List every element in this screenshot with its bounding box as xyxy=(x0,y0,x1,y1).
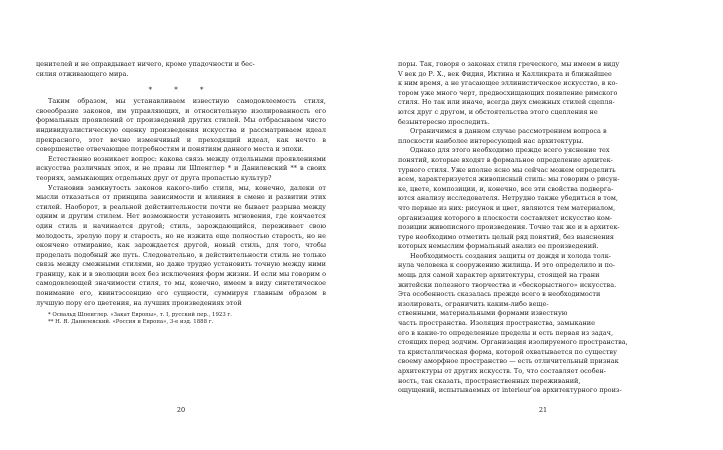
text-line: ценителей и не оправдывает ничего, кроме упадочности и бес- xyxy=(36,60,255,68)
text-line: V век до Р. Х., век Фидия, Иктина и Калликрата и ближайшее xyxy=(398,69,612,78)
right-page-body xyxy=(398,60,688,396)
text-line: архитектуры от других искусств. То, что составляет особен- xyxy=(398,367,606,375)
text-line: часть пространства. Изоляция пространства, замыкание xyxy=(398,319,595,328)
text-line: понятий, которые входят в формальное определение архитек- xyxy=(398,155,613,164)
page-number: 21 xyxy=(538,406,548,414)
text-line: ются анализу исследователя. Нетрудно также убедиться в том, xyxy=(398,194,618,203)
text-line: ке, цвете, композиции, и, конечно, все эти свойства подверга- xyxy=(398,184,614,193)
text-line: изолировать, ограничить каким-либо веще- xyxy=(398,299,549,308)
text-line: нула человека к сооружению жилища. И это определило и по- xyxy=(398,261,616,270)
text-line: житейски полезного творчества и «бескорыстного» искусства. xyxy=(398,280,617,289)
text-line: безынтересно проследить. xyxy=(398,117,490,126)
paragraph xyxy=(36,97,326,155)
text-line: Ограничимся в данном случае рассмотрением вопроса в xyxy=(410,127,607,136)
text-line: всем, характеризуется живописный стиль: мы говорим о рисун- xyxy=(398,175,620,184)
text-line: Однако для этого необходимо прежде всего уяснение тех xyxy=(410,146,610,155)
text-line: своему аморфное пространство — есть отличительный признак xyxy=(398,357,619,366)
text-line: стоящих перед зодчим. Организация изолируемого пространства, xyxy=(398,338,628,347)
footnote: ** Н. Я. Данилевский. «Россия и Европа», 3-е изд. 1888 г. xyxy=(48,319,214,326)
text-line: которых немыслим формальный анализ ее произведений. xyxy=(398,242,599,251)
text-line: плоскости наиболее интересующей нас архитектуры. xyxy=(398,136,584,145)
left-page-body xyxy=(36,60,326,327)
text-line: стиля. Но так или иначе, всегда двух смежных стилей сцепля- xyxy=(398,98,615,107)
text-line: ность, так сказать, пространственных переживаний, xyxy=(398,376,581,385)
left-page xyxy=(36,0,326,450)
text-line: что первые из них: рисунок и цвет, являются тем материалом, xyxy=(398,203,616,212)
text-line: организация которого в плоскости составляет искусство ком- xyxy=(398,213,613,222)
text-line: турного стиля. Уже вполне ясно мы сейчас можем определить xyxy=(398,165,616,174)
text-line: Необходимость создания защиты от дождя и холода толк- xyxy=(410,251,612,260)
paragraph-text: Установив замкнутость законов какого-либо стиля, мы, конечно, далеки от мысли отказаться от принципа зависимости и влияния в смене и развитии этих стилей. Наоборот, в реальной действительности почти не бывает разрыва между одним и другим стилем. Нет возможности установить мгновения, где кончается один стиль и начинается другой; стиль, зарождающийся, переживает свою молодость, зрелую пору и старость, но не изжита еще полностью старость, но не окончено отмирание, как зарождается другой, новый стиль, для того, чтобы проделать подобный же путь. Следовательно, в действительности стиль не только связь между смежными стилями, но даже трудно установить точную между ними границу, как и в эволюции всех без исключения форм жизни. И если мы говорим о самодовлеющей значимости стиля, то мы, конечно, имеем в виду синтетическое понимание его, квинтэссенцию его сущности, суммируя главным образом в лучшую пору его цветения, на лучших произведениях этой xyxy=(36,183,326,307)
page-number: 20 xyxy=(176,406,186,414)
text-line: его в какие-то определенные пределы и есть первая из задач, xyxy=(398,328,614,337)
text-line: Эта особенность сказалась прежде всего в необходимости xyxy=(398,290,601,299)
paragraph-text: Естественно возникает вопрос: какова связь между отдельными проявлениями искусства различных эпох, и не правы ли Шпенглер * и Данилевский ** в своих теориях, замыкающих отдельных друг от друга пропастью культур? xyxy=(36,154,326,182)
text-line: к ним время, а не угасающее эллинистическое искусство, в ко- xyxy=(398,79,618,88)
paragraph xyxy=(36,184,326,309)
text-line: силия отживающего мира. xyxy=(36,69,129,78)
text-line: ощущений, испытываемых от interieur'ов архитектурного произ- xyxy=(398,386,622,395)
text-line: ются друг с другом, и обстоятельства этого сцепления не xyxy=(398,107,598,116)
text-line: ственными, материальными формами известную xyxy=(398,309,568,318)
section-separator: * * * xyxy=(148,86,214,95)
text-line: мощь для самой характер архитектуры, стоящей на грани xyxy=(398,271,600,280)
paragraph xyxy=(36,155,326,184)
right-page xyxy=(398,0,688,450)
paragraph-text: Таким образом, мы устанавливаем известную самодовлеемость стиля, своеобразие законов, им управляющих, и относительную изолированность его формальных проявлений от произведений других стилей. Мы отбрасываем чисто индивидуалистическую оценку произведения искусства и рассматриваем идеал прекрасного, этот вечно изменчивый и преходящий идеал, как нечто в совершенстве отвечающее потребностям и понятиям данного места и эпохи. xyxy=(36,97,326,154)
footnote: * Освальд Шпенглер. «Закат Европы», т. I, русский пер., 1923 г. xyxy=(48,312,232,319)
text-line: тором уже много черт, предвосхищающих появление римского xyxy=(398,88,618,97)
text-line: туре необходимо отметить целый ряд понятий, без выяснения xyxy=(398,232,615,241)
text-line: та кристаллическая форма, которой охватывается по существу xyxy=(398,347,617,356)
text-line: поры. Так, говоря о законах стиля греческого, мы имеем в виду xyxy=(398,60,620,68)
text-line: позиции живописного произведения. Точно так же и в архитек- xyxy=(398,223,620,232)
